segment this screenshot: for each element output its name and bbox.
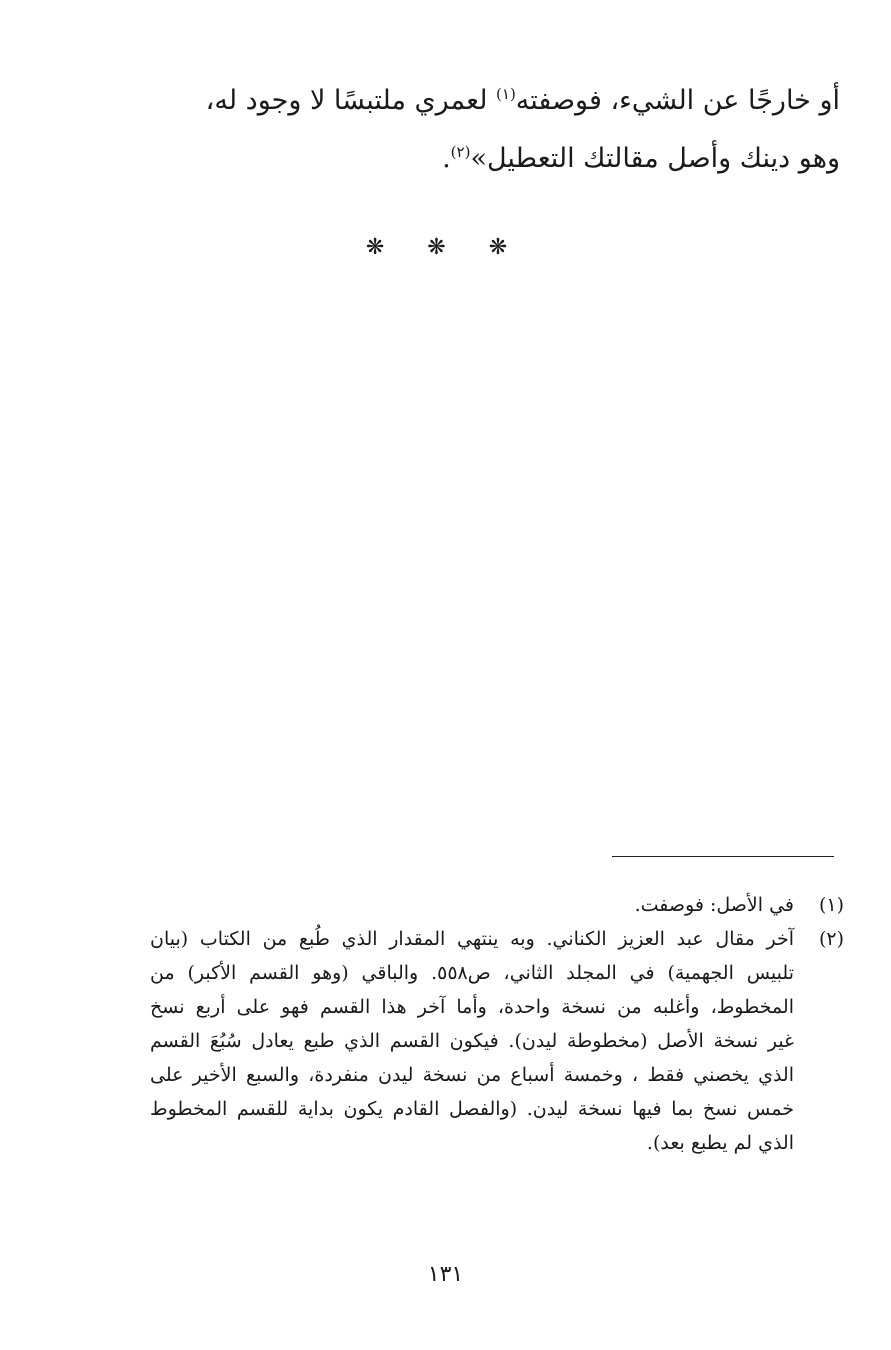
footnote-divider [612, 856, 834, 857]
main-text-line-2 [100, 130, 840, 188]
page-number: ١٣١ [427, 1262, 464, 1287]
footnote-line: خمس نسخ بما فيها نسخة ليدن. (والفصل القادم يكون بداية للقسم المخطوط [150, 1098, 794, 1120]
main-text-segment: أو خارجًا عن الشيء، فوصفته [515, 85, 840, 116]
footnote-number: (٢) [818, 928, 844, 950]
footnote-number: (١) [818, 894, 844, 916]
footnote-text [150, 922, 794, 1160]
footnotes-section [150, 888, 844, 1160]
footnote-line: تلبيس الجهمية) في المجلد الثاني، ص٥٥٨. والباقي (وهو القسم الأكبر) من [150, 962, 794, 984]
footnote-reference-2: (٢) [450, 143, 471, 161]
section-separator-asterisks: ❋ ❋ ❋ [365, 235, 526, 260]
main-text-segment: لعمري ملتبسًا لا وجود له، [205, 85, 497, 116]
footnote-line: في الأصل: فوصفت. [634, 894, 794, 916]
main-text-block [100, 72, 840, 188]
footnote-line: الذي لم يطبع بعد). [646, 1132, 794, 1154]
main-text-segment: وهو دينك وأصل مقالتك التعطيل» [470, 143, 840, 174]
footnote-text [150, 888, 794, 922]
footnote-2 [150, 922, 844, 1160]
footnote-reference-1: (١) [496, 85, 516, 103]
main-text-line-1 [100, 72, 840, 130]
footnote-line: المخطوط، وأغلبه من نسخة واحدة، وأما آخر هذا القسم فهو على أربع نسخ [150, 996, 794, 1018]
main-text-segment: . [442, 143, 451, 174]
footnote-line: غير نسخة الأصل (مخطوطة ليدن). فيكون القسم الذي طبع يعادل سُبُعَ القسم [150, 1030, 794, 1052]
footnote-line: آخر مقال عبد العزيز الكناني. وبه ينتهي المقدار الذي طُبع من الكتاب (بيان [150, 928, 794, 950]
footnote-line: الذي يخصني فقط ، وخمسة أسباع من نسخة ليدن منفردة، والسبع الأخير على [150, 1064, 794, 1086]
footnote-1 [150, 888, 844, 922]
